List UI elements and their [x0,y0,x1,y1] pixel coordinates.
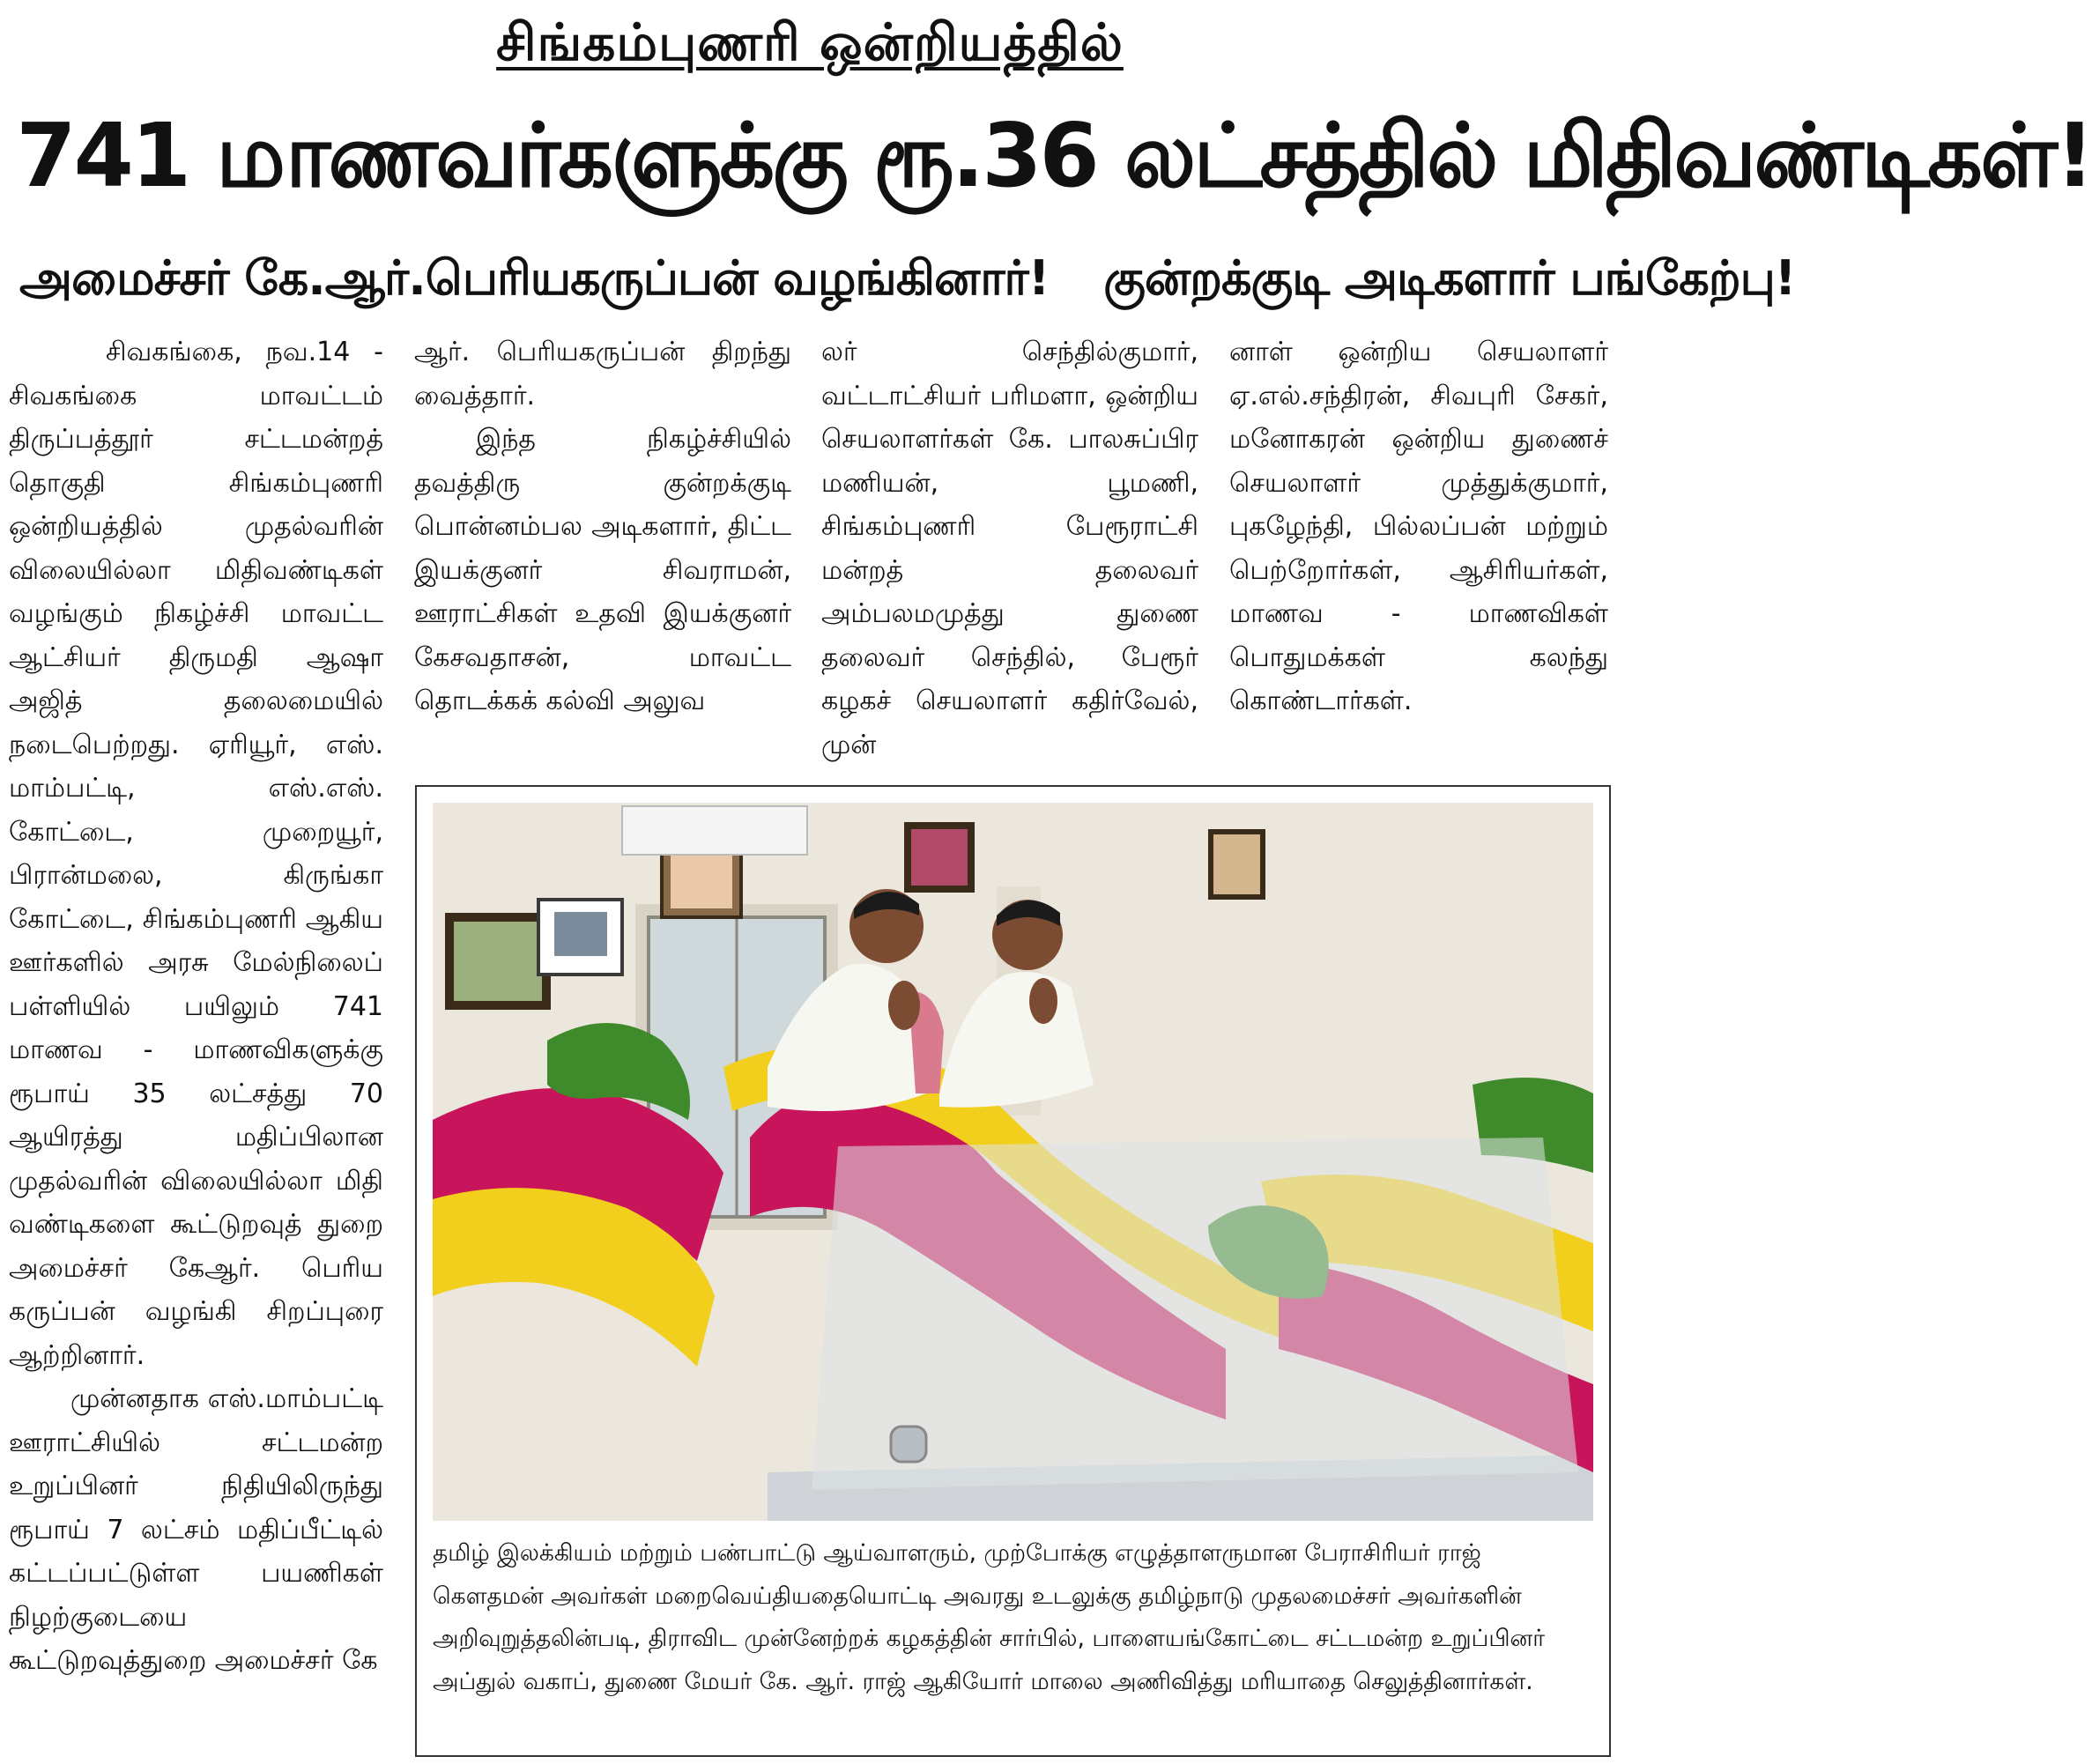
article-column-4 [1229,330,1608,723]
photo-illustration [433,803,1593,1521]
headline: 741 மாணவர்களுக்கு ரூ.36 லட்சத்தில் மிதிவண்டிகள்! [16,104,2092,207]
article-paragraph: முன்னதாக எஸ்.மாம்பட்டி ஊராட்சியில் சட்டமன்ற உறுப்பினர் நிதியிலிருந்து ரூபாய் 7 லட்சம் மதிப்பீட்டில் கட்டப்பட்டுள்ள பயணிகள் நிழற்குடையை கூட்டுறவுத்துறை அமைச்சர் கே [9,1383,383,1676]
photo-caption: தமிழ் இலக்கியம் மற்றும் பண்பாட்டு ஆய்வாளரும், முற்போக்கு எழுத்தாளருமான பேராசிரியர் ராஜ் கௌதமன் அவர்கள் மறைவெய்தியதையொட்டி அவரது உடலுக்கு தமிழ்நாடு முதலமைச்சர் அவர்களின் அறிவுறுத்தலின்படி, திராவிட முன்னேற்றக் கழகத்தின் சார்பில், பாளையங்கோட்டை சட்டமன்ற உறுப்பினர் அப்துல் வகாப், துணை மேயர் கே. ஆர். ராஜ் ஆகியோர் மாலை அணிவித்து மரியாதை செலுத்தினார்கள். [433,1539,1546,1695]
article-paragraph: சிவகங்கை, நவ.14 - சிவகங்கை மாவட்டம் திருப்பத்தூர் சட்டமன்றத் தொகுதி சிங்கம்புணரி ஒன்றியத்தில் முதல்வரின் விலையில்லா மிதிவண்டிகள் வழங்கும் நிகழ்ச்சி மாவட்ட ஆட்சியர் திருமதி ஆஷா அஜித் தலைமையில் நடைபெற்றது. ஏரியூர், எஸ். மாம்பட்டி, எஸ்.எஸ். கோட்டை, முறையூர், பிரான்மலை, கிருங்கா கோட்டை, சிங்கம்புணரி ஆகிய ஊர்களில் அரசு மேல்நிலைப் பள்ளியில் பயிலும் 741 மாணவ - மாணவிகளுக்கு ரூபாய் 35 லட்சத்து 70 ஆயிரத்து மதிப்பிலான முதல்வரின் விலையில்லா மிதி வண்டிகளை கூட்டுறவுத் துறை அமைச்சர் கேஆர். பெரிய கருப்பன் வழங்கி சிறப்புரை ஆற்றினார். [9,337,383,1371]
deck-right: குன்றக்குடி அடிகளார் பங்கேற்பு! [1103,250,1796,306]
deck [0,250,1796,313]
article-column-3 [821,330,1198,767]
kicker-text: சிங்கம்புணரி ஒன்றியத்தில் [496,12,1124,72]
article-paragraph: இந்த நிகழ்ச்சியில் தவத்திரு குன்றக்குடி பொன்னம்பல அடிகளார், திட்ட இயக்குனர் சிவராமன், ஊராட்சிகள் உதவி இயக்குனர் கேசவதாசன், மாவட்ட தொடக்கக் கல்வி அலுவ [414,424,791,716]
deck-left: அமைச்சர் கே.ஆர்.பெரியகருப்பன் வழங்கினார்! [19,250,1050,306]
article-column-1 [9,330,383,1683]
news-photo [433,803,1593,1521]
article-paragraph: லர் செந்தில்குமார், வட்டாட்சியர் பரிமளா, ஒன்றிய செயலாளர்கள் கே. பாலசுப்பிர மணியன், பூமணி, சிங்கம்புணரி பேரூராட்சி மன்றத் தலைவர் அம்பலமமுத்து துணை தலைவர் செந்தில், பேரூர் கழகச் செயலாளர் கதிர்வேல், முன் [821,337,1198,760]
article-column-2 [414,330,791,723]
kicker [0,12,1620,79]
article-paragraph: னாள் ஒன்றிய செயலாளர் ஏ.எல்.சந்திரன், சிவபுரி சேகர், மனோகரன் ஒன்றிய துணைச் செயலாளர் முத்துக்குமார், புகழேந்தி, பில்லப்பன் மற்றும் பெற்றோர்கள், ஆசிரியர்கள், மாணவ - மாணவிகள் பொதுமக்கள் கலந்து கொண்டார்கள். [1229,337,1608,716]
article-paragraph: ஆர். பெரியகருப்பன் திறந்து வைத்தார். [414,337,791,411]
photo-box [415,785,1611,1757]
